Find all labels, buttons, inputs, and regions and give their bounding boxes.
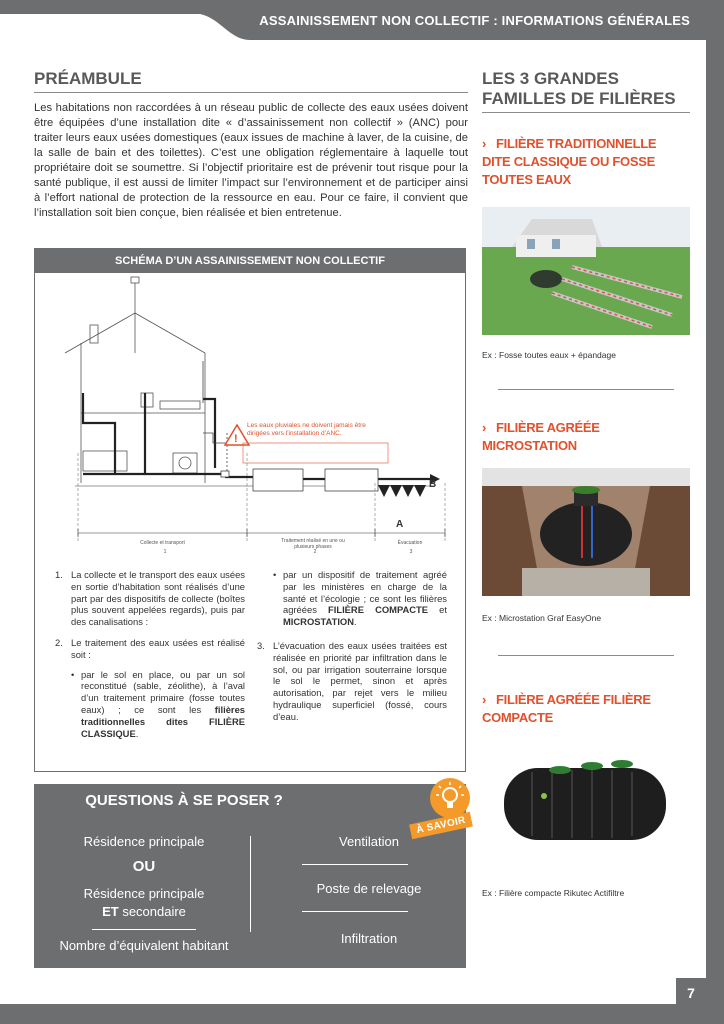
header-title: ASSAINISSEMENT NON COLLECTIF : INFORMATIONS GÉNÉRALES bbox=[259, 13, 690, 28]
families-title: LES 3 GRANDES FAMILLES DE FILIÈRES bbox=[482, 69, 676, 108]
caption-fosse: Ex : Fosse toutes eaux + épandage bbox=[482, 350, 616, 360]
preambule-title: PRÉAMBULE bbox=[34, 69, 142, 88]
svg-text:!: ! bbox=[234, 433, 238, 445]
label-a: A bbox=[396, 519, 404, 530]
list-item-3: 3. L’évacuation des eaux usées traitées est réalisée en priorité par infiltration dans le sol, ou par irrigation souterraine lorsque le sol le permet, sinon et après autorisation, par rejet vers le milieu hydraulique superficiel (fossé, cours d’eau. bbox=[257, 639, 447, 722]
question-ou: OU bbox=[132, 858, 156, 875]
label-b: B bbox=[429, 479, 437, 490]
preambule-text: Les habitations non raccordées à un réseau public de collecte des eaux usées doivent être équipées d’une installation dite « d’assainissement non collectif » (ANC) pour traiter leurs eaux usées domestiques (eaux issues de machine à laver, de la cuisine, de la salle de bain et des toilettes). C’est une obligation réglementaire à laquelle tout propriétaire doit se soumettre. Si l’objectif prioritaire est de prévenir tout risque pour la santé publique, il est aussi de limiter l’impact sur l’environnement et de participer ainsi à l’effort national de protection de la ressource en eau. Pour ce faire, il convient que l’installation soit bien conçue, bien réalisée et bien entretenue. bbox=[34, 102, 468, 219]
schema-title: SCHÉMA D’UN ASSAINISSEMENT NON COLLECTIF bbox=[35, 249, 465, 273]
list-item-1: 1. La collecte et le transport des eaux usées en sortie d’habitation sont réalisés d’une part par des dispositifs de collecte (boîtes plus souvent appelées regards), puis par des canalisations : bbox=[55, 569, 245, 628]
caption-compacte: Ex : Filière compacte Rikutec Actifiltre bbox=[482, 888, 625, 898]
preambule-rule bbox=[34, 92, 468, 93]
question-ventilation: Ventilation bbox=[339, 834, 399, 849]
phase2-label: Traitement réalisé en une ou plusieurs phases bbox=[281, 538, 345, 550]
filiere-microstation-heading: › FILIÈRE AGRÉÉE MICROSTATION bbox=[482, 420, 600, 453]
header-bar bbox=[0, 0, 724, 40]
a-savoir-label: À SAVOIR bbox=[409, 812, 473, 840]
page-number: 7 bbox=[676, 978, 706, 1008]
phase3-label: Évacuation bbox=[397, 540, 423, 546]
list-item-2: 2. Le traitement des eaux usées est réalisé soit : bbox=[55, 636, 245, 660]
separator-1 bbox=[498, 389, 674, 390]
left-separator bbox=[92, 929, 196, 930]
phase1-num: 1 bbox=[163, 549, 167, 555]
separator-2 bbox=[498, 655, 674, 656]
questions-title: QUESTIONS À SE POSER ? bbox=[85, 792, 283, 809]
question-infiltration: Infiltration bbox=[340, 931, 398, 946]
questions-box bbox=[34, 784, 466, 968]
vertical-separator bbox=[250, 836, 251, 932]
question-et-secondaire: ET secondaire bbox=[102, 904, 186, 919]
filiere-compacte-photo bbox=[482, 750, 690, 850]
list-sub-item-2: • par un dispositif de traitement agréé par les ministères en charge de la santé et l’écologie ; ce sont les filières agréées FILIÈRE COMPACTE et MICROSTATION. bbox=[273, 569, 447, 628]
right-rail bbox=[706, 40, 724, 1004]
phase3-num: 3 bbox=[409, 549, 413, 555]
a-savoir-badge bbox=[404, 776, 494, 846]
caption-microstation: Ex : Microstation Graf EasyOne bbox=[482, 613, 602, 623]
question-residence-principale: Résidence principale bbox=[83, 834, 205, 849]
chevron-right-icon: › bbox=[482, 136, 487, 151]
list-sub-item-1: • par le sol en place, ou par un sol reconstitué (sable, zéolithe), à l’aval d’un traitement primaire (fosse toutes eaux) ; ce sont les filières traditionnelles dites FILIÈRE CLASSIQUE. bbox=[71, 668, 245, 739]
families-rule bbox=[482, 112, 690, 113]
filiere-traditionnelle-heading: › FILIÈRE TRADITIONNELLE DITE CLASSIQUE OU FOSSE TOUTES EAUX bbox=[482, 136, 657, 187]
lightbulb-icon bbox=[420, 776, 480, 821]
warning-text: Les eaux pluviales ne doivent jamais être dirigées vers l’installation d’ANC. bbox=[247, 422, 366, 437]
right-separator-2 bbox=[302, 911, 408, 912]
fosse-toutes-eaux-photo bbox=[482, 207, 690, 335]
question-residence-principale-2: Résidence principale bbox=[83, 886, 205, 901]
question-poste-relevage: Poste de relevage bbox=[316, 881, 422, 896]
right-separator-1 bbox=[302, 864, 408, 865]
schema-box bbox=[34, 248, 466, 772]
microstation-photo bbox=[482, 468, 690, 596]
question-equivalent-habitant: Nombre d’équivalent habitant bbox=[59, 938, 229, 953]
filiere-compacte-heading: › FILIÈRE AGRÉÉE FILIÈRE COMPACTE bbox=[482, 692, 651, 725]
chevron-right-icon: › bbox=[482, 420, 487, 435]
phase1-label: Collecte et transport bbox=[140, 540, 185, 546]
phase2-num: 2 bbox=[313, 549, 317, 555]
bottom-bar bbox=[0, 1004, 724, 1024]
chevron-right-icon: › bbox=[482, 692, 487, 707]
